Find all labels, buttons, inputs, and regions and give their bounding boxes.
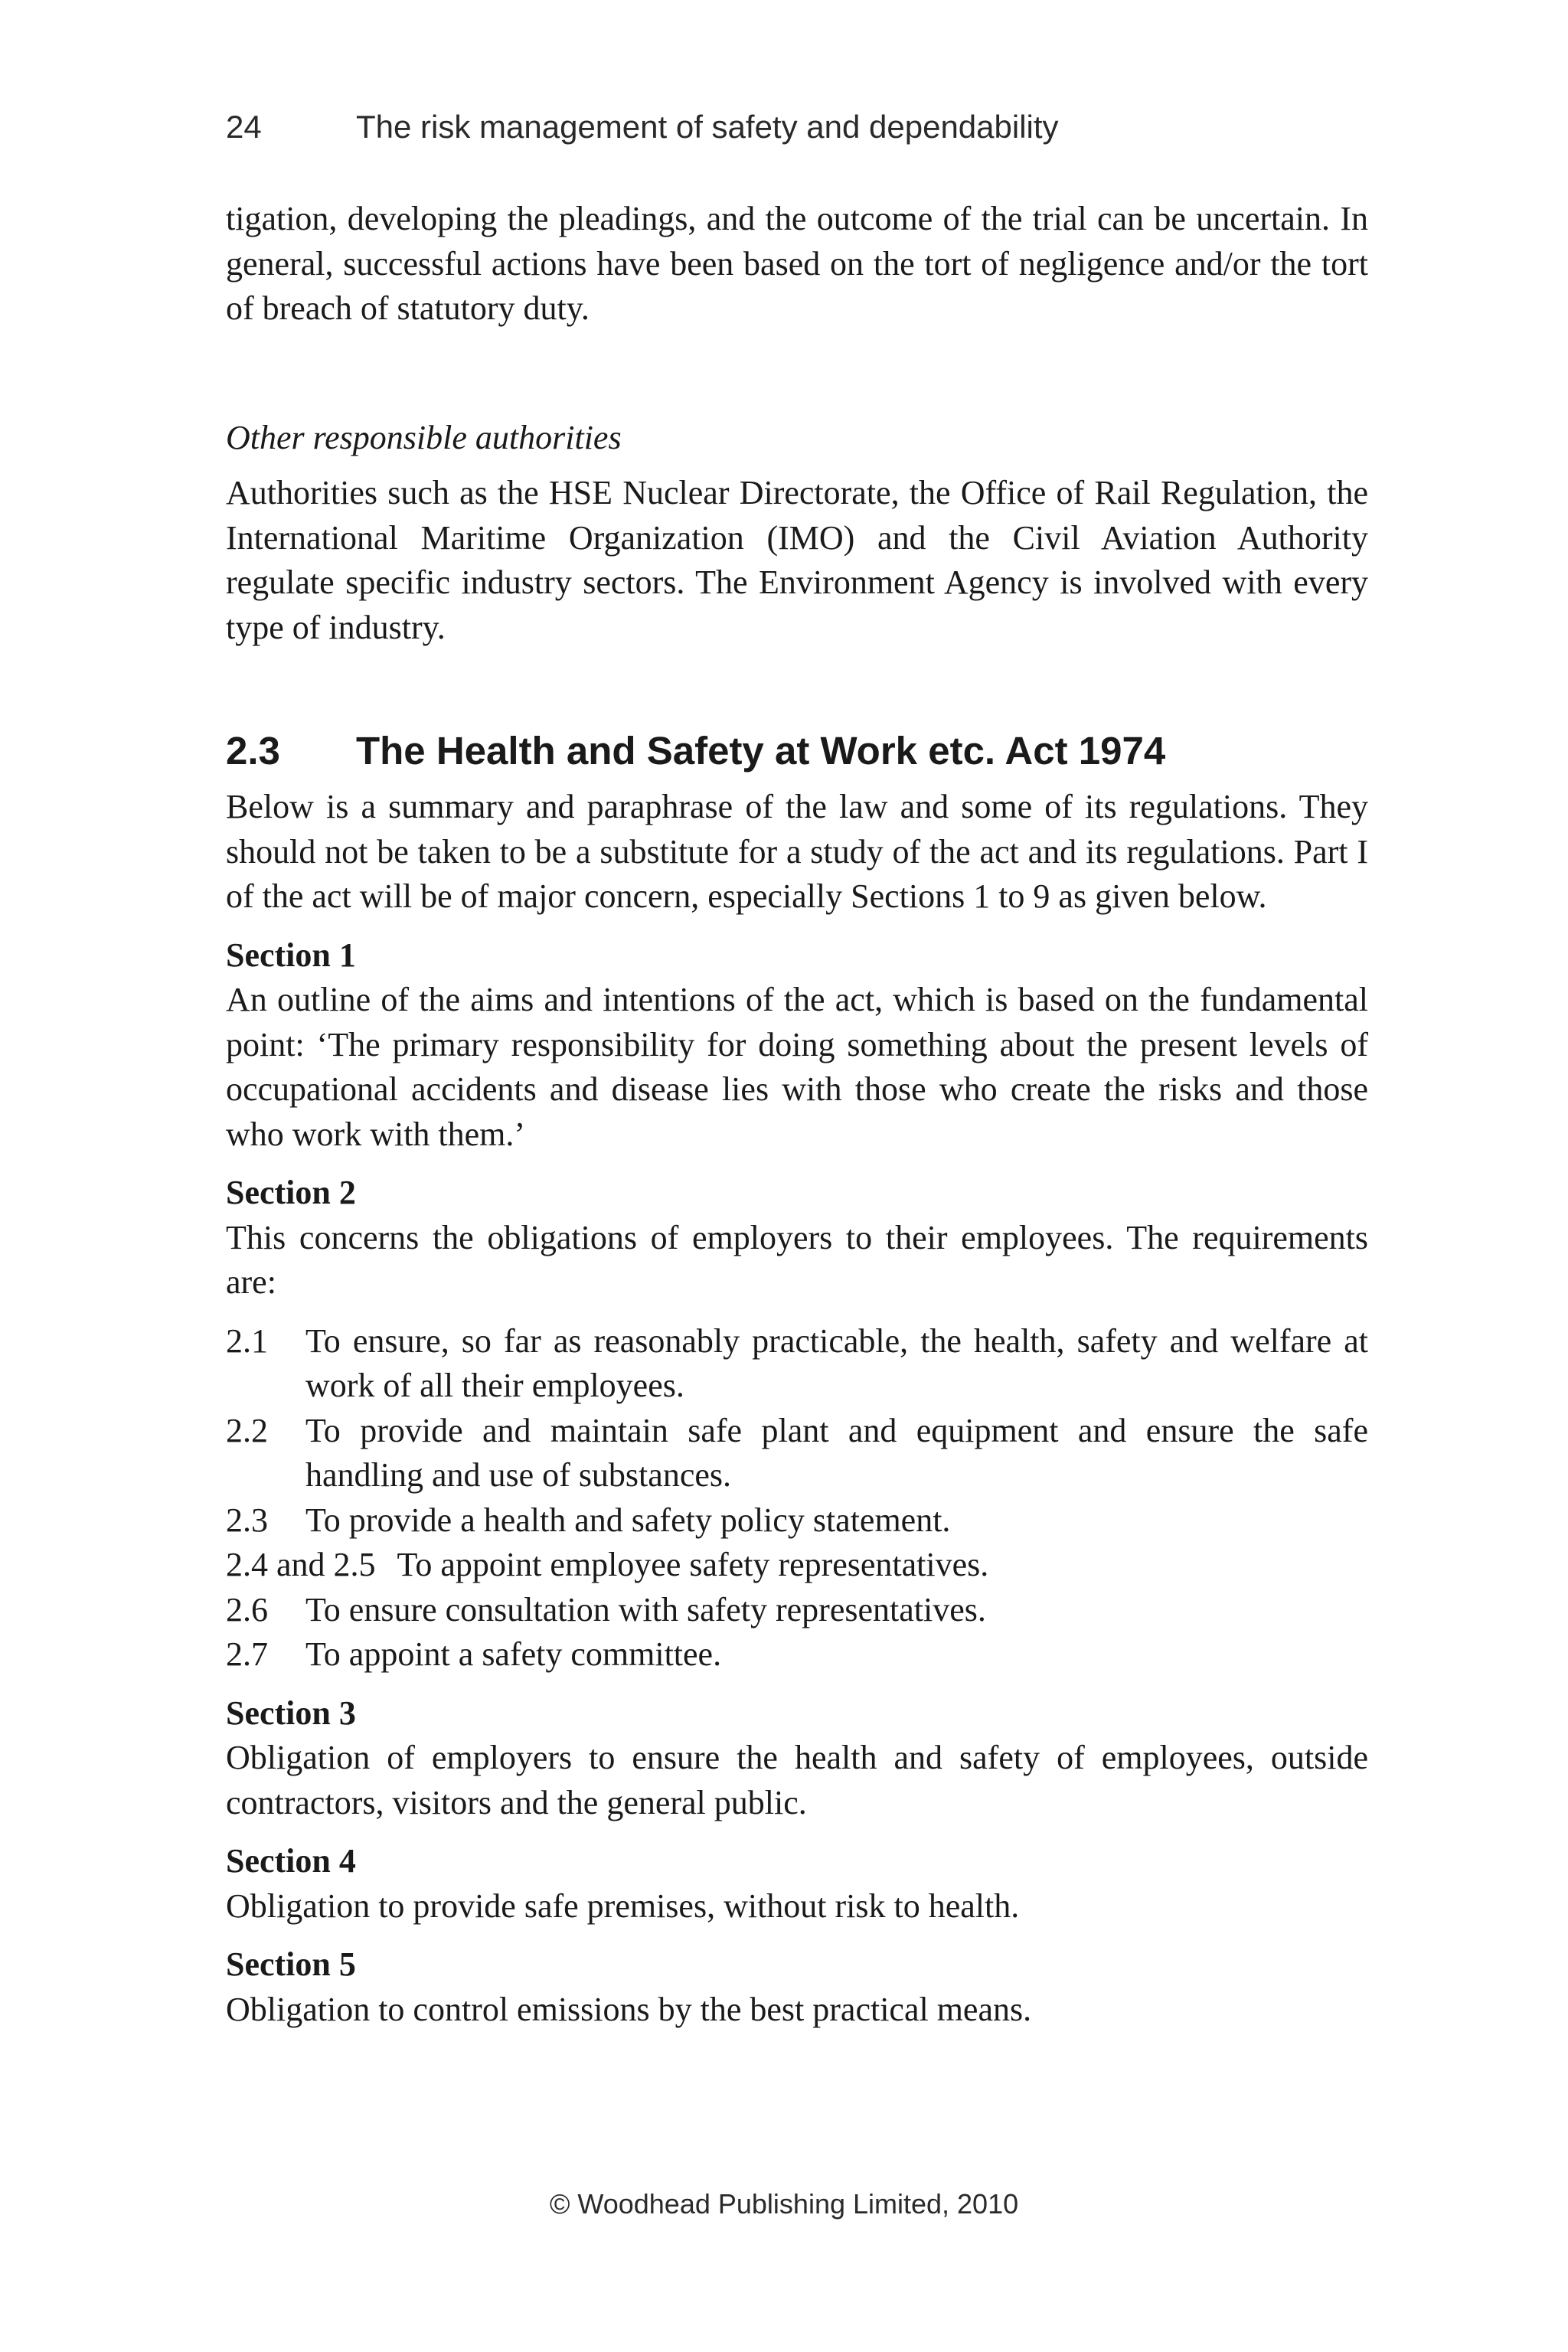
list-item: [226, 1588, 1368, 1633]
list-item-text: To ensure consultation with safety representatives.: [305, 1590, 986, 1628]
list-item: [226, 1319, 1368, 1409]
copyright-footer: © Woodhead Publishing Limited, 2010: [549, 2188, 1019, 2220]
section-4-label: Section 4: [226, 1842, 356, 1880]
list-item: [226, 1543, 1368, 1588]
section-3-label: Section 3: [226, 1694, 356, 1732]
section-number: 2.3: [226, 729, 280, 773]
running-header: [226, 111, 1368, 157]
list-item-number: 2.6: [226, 1590, 268, 1628]
page-number: 24: [226, 109, 262, 145]
section-3-text: Obligation of employers to ensure the health and safety of employees, outside contractors, visitors and the general public.: [226, 1739, 1368, 1821]
section-2-label: Section 2: [226, 1174, 356, 1211]
list-item-number: 2.7: [226, 1635, 268, 1673]
list-item-number: 2.4 and 2.5: [226, 1546, 376, 1583]
other-authorities-paragraph: Authorities such as the HSE Nuclear Directorate, the Office of Rail Regulation, the International Maritime Organization (IMO) and the Civil Aviation Authority regulate specific industry sectors. The Environment Agency is involved with every type of industry.: [226, 474, 1368, 646]
intro-paragraph: tigation, developing the pleadings, and the outcome of the trial can be uncertain. In general, successful actions have been based on the tort of negligence and/or the tort of breach of statutory duty.: [226, 200, 1368, 327]
section-title: The Health and Safety at Work etc. Act 1974: [356, 729, 1166, 773]
section-1-text: An outline of the aims and intentions of the act, which is based on the fundamental point: ‘The primary responsibility for doing something about the present levels of occupational accidents and disease lies with those who create the risks and those who work with them.’: [226, 981, 1368, 1153]
list-item-text: To appoint employee safety representatives.: [397, 1546, 989, 1583]
list-item-number: 2.2: [226, 1411, 268, 1449]
requirements-list: [226, 1319, 1368, 1677]
list-item-number: 2.3: [226, 1501, 268, 1539]
list-item-number: 2.1: [226, 1321, 268, 1360]
section-5-label: Section 5: [226, 1945, 356, 1983]
running-title: The risk management of safety and dependability: [356, 109, 1059, 145]
list-item-text: To ensure, so far as reasonably practicable, the health, safety and welfare at work of all their employees.: [305, 1321, 1368, 1404]
page: [226, 111, 1368, 2032]
section-4-text: Obligation to provide safe premises, without risk to health.: [226, 1886, 1020, 1925]
list-item: [226, 1632, 1368, 1677]
other-authorities-heading: Other responsible authorities: [226, 418, 622, 456]
section-2-text: This concerns the obligations of employers to their employees. The requirements are:: [226, 1218, 1368, 1301]
list-item-text: To appoint a safety committee.: [305, 1635, 722, 1673]
section-1-label: Section 1: [226, 936, 356, 974]
section-heading: [226, 728, 1368, 774]
list-item: [226, 1498, 1368, 1544]
list-item-text: To provide and maintain safe plant and equipment and ensure the safe handling and use of substances.: [305, 1411, 1368, 1494]
section-5-text: Obligation to control emissions by the best practical means.: [226, 1990, 1032, 2028]
list-item-text: To provide a health and safety policy statement.: [305, 1501, 951, 1539]
list-item: [226, 1409, 1368, 1498]
section-intro-paragraph: Below is a summary and paraphrase of the law and some of its regulations. They should not be taken to be a substitute for a study of the act and its regulations. Part I of the act will be of major concern, especially Sections 1 to 9 as given below.: [226, 788, 1368, 915]
